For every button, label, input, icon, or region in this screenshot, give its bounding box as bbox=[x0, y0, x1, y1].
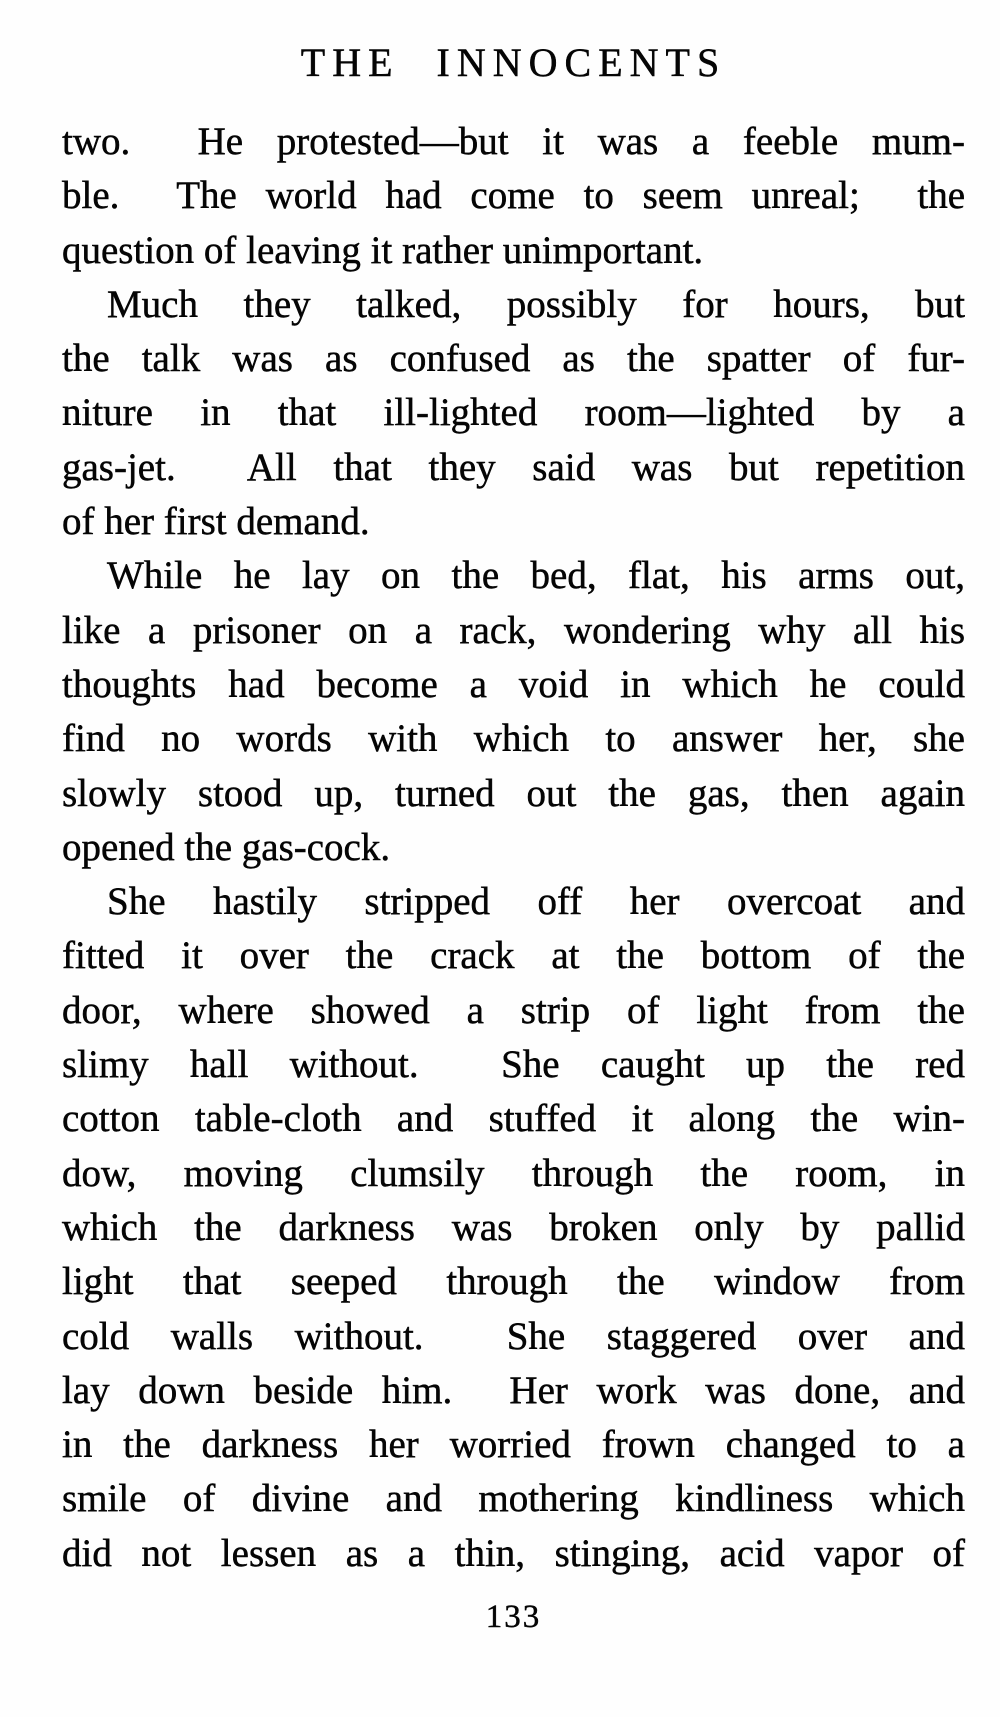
text-line: light that seeped through the window from bbox=[62, 1260, 965, 1304]
text-line: slimy hall without. She caught up the red bbox=[62, 1043, 965, 1087]
text-line: thoughts had become a void in which he could bbox=[62, 662, 965, 706]
text-line: fitted it over the crack at the bottom of the bbox=[62, 934, 965, 978]
text-line: She hastily stripped off her overcoat and bbox=[107, 880, 965, 924]
text-line: question of leaving it rather unimportant. bbox=[62, 228, 704, 272]
running-header: THE INNOCENTS bbox=[300, 40, 727, 85]
text-line: door, where showed a strip of light from the bbox=[62, 988, 965, 1032]
body-text bbox=[62, 115, 965, 1581]
text-line: cotton table-cloth and stuffed it along the win- bbox=[62, 1097, 965, 1141]
text-line: niture in that ill-lighted room—lighted by a bbox=[62, 391, 965, 435]
text-line: gas-jet. All that they said was but repetition bbox=[62, 445, 965, 489]
text-line: opened the gas-cock. bbox=[62, 825, 391, 869]
text-line: of her first demand. bbox=[62, 500, 370, 544]
text-line: Much they talked, possibly for hours, but bbox=[107, 282, 965, 326]
text-line: cold walls without. She staggered over and bbox=[62, 1314, 965, 1358]
text-line: the talk was as confused as the spatter of fur- bbox=[62, 337, 965, 381]
text-line: which the darkness was broken only by pallid bbox=[62, 1205, 965, 1249]
text-line: in the darkness her worried frown changed to a bbox=[62, 1423, 965, 1467]
text-line: smile of divine and mothering kindliness which bbox=[62, 1477, 965, 1521]
text-line: two. He protested—but it was a feeble mum- bbox=[62, 120, 965, 163]
text-line: find no words with which to answer her, she bbox=[62, 717, 965, 761]
text-line: like a prisoner on a rack, wondering why all his bbox=[62, 608, 965, 652]
text-line: ble. The world had come to seem unreal; the bbox=[62, 174, 965, 218]
text-line: lay down beside him. Her work was done, and bbox=[62, 1368, 965, 1412]
text-line: dow, moving clumsily through the room, in bbox=[62, 1151, 965, 1195]
text-line: slowly stood up, turned out the gas, then again bbox=[62, 771, 965, 815]
page-number: 133 bbox=[485, 1599, 542, 1636]
text-line: While he lay on the bed, flat, his arms out, bbox=[107, 554, 965, 598]
text-line: did not lessen as a thin, stinging, acid vapor of bbox=[62, 1531, 965, 1575]
